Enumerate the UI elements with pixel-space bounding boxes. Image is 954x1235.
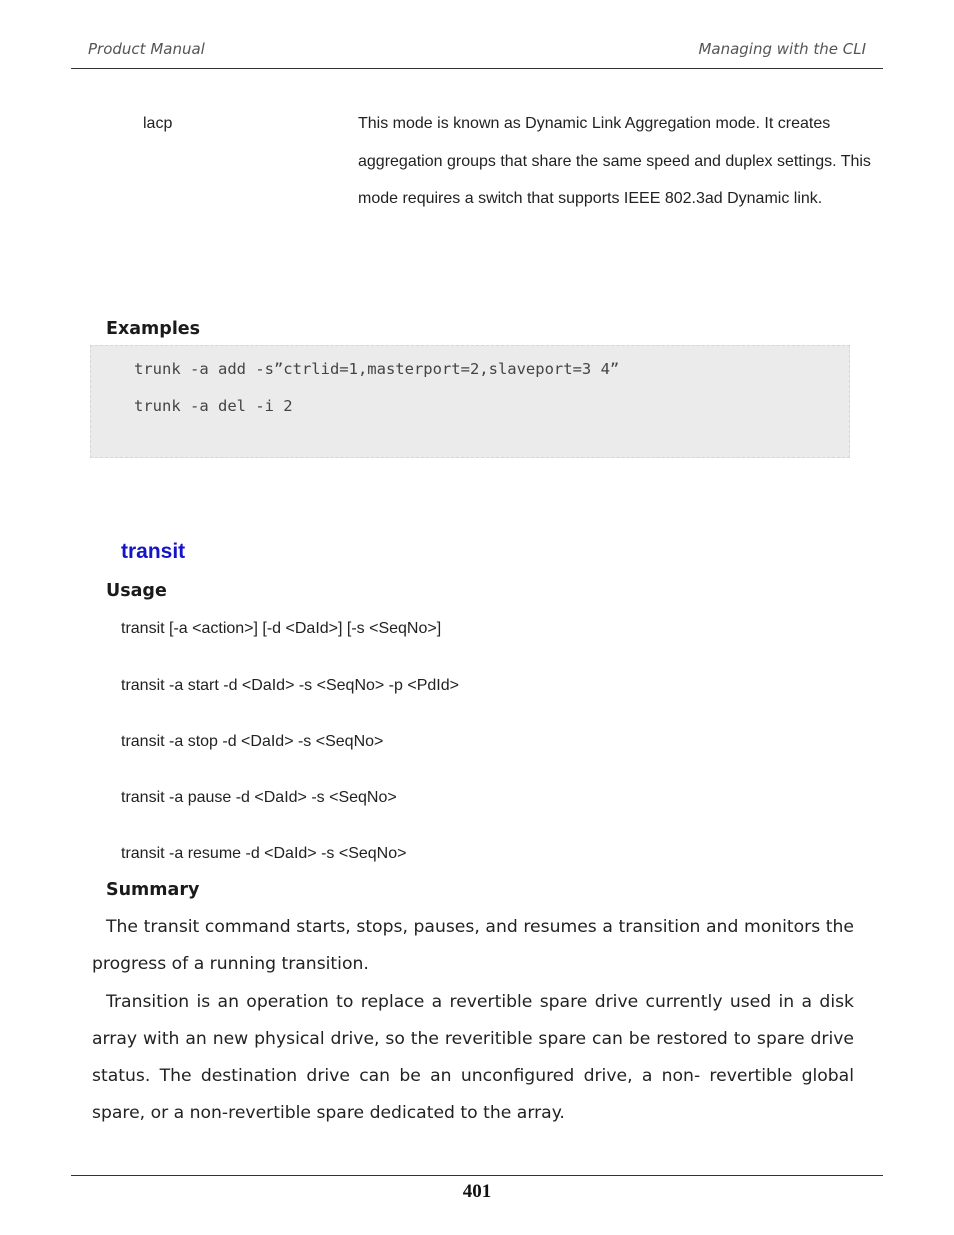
footer-divider bbox=[71, 1175, 883, 1176]
summary-heading: Summary bbox=[106, 880, 200, 900]
param-description: This mode is known as Dynamic Link Aggregation mode. It creates aggregation groups that share the same speed and duplex settings. This mode requires a switch that supports IEEE 802.3ad Dynamic link. bbox=[358, 115, 871, 207]
summary-body bbox=[92, 909, 854, 1133]
usage-line: transit -a pause -d <DaId> -s <SeqNo> bbox=[121, 789, 397, 806]
page-number: 401 bbox=[462, 1181, 492, 1202]
header-section-title: Managing with the CLI bbox=[698, 40, 866, 58]
header-divider bbox=[71, 68, 883, 69]
usage-line: transit -a stop -d <DaId> -s <SeqNo> bbox=[121, 733, 384, 750]
command-title: transit bbox=[121, 540, 186, 563]
summary-paragraph: Transition is an operation to replace a revertible spare drive currently used in a disk array with an new physical drive, so the reveritible spare can be restored to spare drive status. The destination drive can be an unconfigured drive, a non- revertible global spare, or a non-revertible spare dedicated to the array. bbox=[92, 991, 854, 1124]
code-line: trunk -a del -i 2 bbox=[134, 397, 293, 415]
examples-code-block bbox=[90, 345, 850, 458]
param-name: lacp bbox=[143, 115, 173, 132]
usage-heading: Usage bbox=[106, 581, 167, 601]
usage-line: transit [-a <action>] [-d <DaId>] [-s <SeqNo>] bbox=[121, 620, 442, 637]
usage-line: transit -a resume -d <DaId> -s <SeqNo> bbox=[121, 845, 407, 862]
examples-heading: Examples bbox=[106, 319, 201, 339]
code-line: trunk -a add -s”ctrlid=1,masterport=2,slaveport=3 4” bbox=[134, 360, 620, 378]
usage-line: transit -a start -d <DaId> -s <SeqNo> -p <PdId> bbox=[121, 677, 459, 694]
header-doc-title: Product Manual bbox=[88, 40, 205, 58]
summary-paragraph: The transit command starts, stops, pauses, and resumes a transition and monitors the progress of a running transition. bbox=[92, 917, 854, 975]
